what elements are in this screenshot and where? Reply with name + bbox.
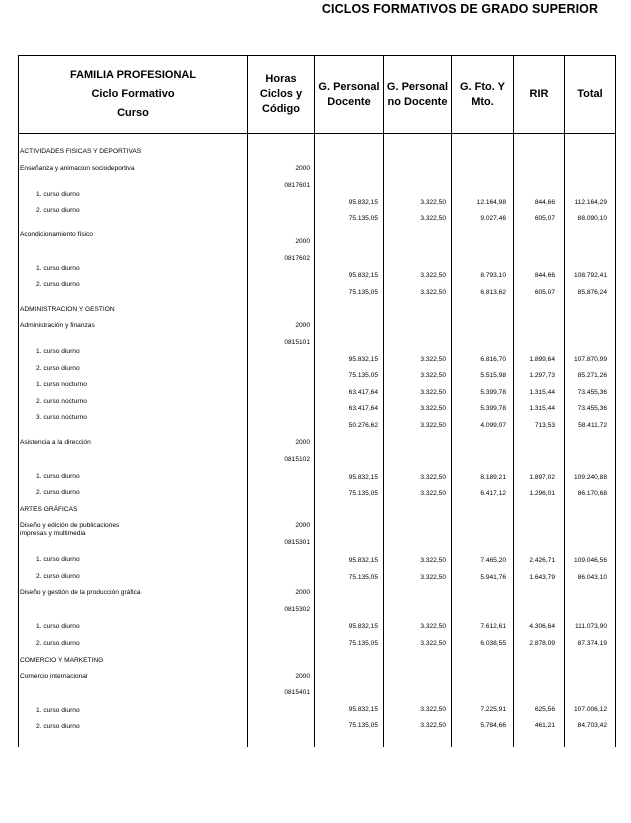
rir-value: 625,56 bbox=[534, 706, 555, 713]
rir-value: 2.878,09 bbox=[529, 640, 555, 647]
total-value: 85.271,26 bbox=[577, 372, 607, 379]
total-value: 88.090,10 bbox=[577, 215, 607, 222]
ciclo-hours: 2000 bbox=[295, 322, 310, 329]
gp-no-docente-value: 3.322,50 bbox=[420, 422, 446, 429]
ciclo-code: 0815302 bbox=[284, 606, 310, 613]
ciclo-hours: 2000 bbox=[295, 522, 310, 529]
ciclo-label: impresas y multimedia bbox=[20, 530, 86, 537]
gfto-value: 6.813,62 bbox=[480, 289, 506, 296]
gp-no-docente-value: 3.322,50 bbox=[420, 272, 446, 279]
header-gp-no-docente bbox=[384, 56, 452, 134]
total-value: 109.240,88 bbox=[573, 474, 607, 481]
gp-no-docente-value: 3.322,50 bbox=[420, 356, 446, 363]
header-horas-line3: Código bbox=[262, 103, 300, 115]
gfto-value: 4.099,07 bbox=[480, 422, 506, 429]
ciclo-code: 0815401 bbox=[284, 689, 310, 696]
gp-no-docente-value: 3.322,50 bbox=[420, 215, 446, 222]
gfto-value: 5.399,78 bbox=[480, 405, 506, 412]
curso-label: 1. curso diurno bbox=[36, 707, 80, 714]
curso-label: 1. curso diurno bbox=[36, 265, 80, 272]
header-curso-label: Curso bbox=[117, 107, 149, 119]
header-gp-docente bbox=[315, 56, 384, 134]
curso-label: 2. curso diurno bbox=[36, 573, 80, 580]
gp-docente-value: 63.417,64 bbox=[348, 405, 378, 412]
rir-value: 1.297,73 bbox=[529, 372, 555, 379]
header-familia bbox=[19, 56, 248, 134]
rir-value: 844,66 bbox=[534, 199, 555, 206]
curso-label: 1. curso diurno bbox=[36, 348, 80, 355]
rir-value: 1.315,44 bbox=[529, 389, 555, 396]
rir-value: 1.315,44 bbox=[529, 405, 555, 412]
gfto-value: 6.417,12 bbox=[480, 490, 506, 497]
gp-docente-value: 95.832,15 bbox=[348, 272, 378, 279]
total-value: 109.046,56 bbox=[573, 557, 607, 564]
gp-docente-value: 63.417,64 bbox=[348, 389, 378, 396]
gp-docente-value: 75.135,05 bbox=[348, 640, 378, 647]
gp-no-docente-value: 3.322,50 bbox=[420, 289, 446, 296]
gp-docente-value: 75.135,05 bbox=[348, 372, 378, 379]
gp-docente-value: 75.135,05 bbox=[348, 722, 378, 729]
gp-docente-value: 75.135,05 bbox=[348, 574, 378, 581]
header-ciclo-label: Ciclo Formativo bbox=[91, 88, 175, 100]
gfto-value: 7.225,91 bbox=[480, 706, 506, 713]
total-value: 86.170,68 bbox=[577, 490, 607, 497]
ciclo-code: 0817601 bbox=[284, 182, 310, 189]
gp-docente-value: 95.832,15 bbox=[348, 623, 378, 630]
total-value: 112.164,29 bbox=[574, 199, 607, 206]
table-body bbox=[19, 134, 616, 748]
gp-docente-value: 95.832,15 bbox=[348, 474, 378, 481]
rir-value: 461,21 bbox=[534, 722, 555, 729]
curso-label: 2. curso diurno bbox=[36, 640, 80, 647]
rir-value: 4.306,64 bbox=[529, 623, 555, 630]
gfto-value: 5.399,78 bbox=[480, 389, 506, 396]
gp-no-docente-value: 3.322,50 bbox=[420, 199, 446, 206]
ciclo-label: Asistencia a la dirección bbox=[20, 439, 91, 446]
header-total-label: Total bbox=[577, 88, 603, 100]
curso-label: 3. curso nocturno bbox=[36, 414, 87, 421]
rir-value: 1.899,64 bbox=[529, 356, 555, 363]
gp-docente-value: 75.135,05 bbox=[348, 289, 378, 296]
rir-value: 844,66 bbox=[534, 272, 555, 279]
gp-docente-value: 95.832,15 bbox=[348, 199, 378, 206]
curso-label: 2. curso diurno bbox=[36, 365, 80, 372]
ciclo-hours: 2000 bbox=[295, 589, 310, 596]
curso-label: 1. curso diurno bbox=[36, 191, 80, 198]
header-total bbox=[565, 56, 616, 134]
gp-no-docente-value: 3.322,50 bbox=[420, 640, 446, 647]
rir-value: 605,07 bbox=[534, 215, 555, 222]
curso-label: 1. curso diurno bbox=[36, 556, 80, 563]
ciclo-hours: 2000 bbox=[295, 673, 310, 680]
header-gfto-line1: G. Fto. Y bbox=[459, 80, 506, 93]
header-gp-docente-line2: Docente bbox=[327, 95, 371, 108]
gfto-value: 9.027,46 bbox=[480, 215, 506, 222]
ciclo-hours: 2000 bbox=[295, 165, 310, 172]
curso-label: 2. curso diurno bbox=[36, 723, 80, 730]
rir-value: 1.897,02 bbox=[529, 474, 555, 481]
gp-no-docente-value: 3.322,50 bbox=[420, 474, 446, 481]
gfto-value: 5.784,66 bbox=[480, 722, 506, 729]
gfto-value: 8.793,10 bbox=[480, 272, 506, 279]
ciclo-label: Comercio internacional bbox=[20, 673, 88, 680]
category-label: ACTIVIDADES FISICAS Y DEPORTIVAS bbox=[20, 148, 142, 155]
curso-label: 1. curso diurno bbox=[36, 473, 80, 480]
ciclo-label: Acondicionamiento físico bbox=[20, 231, 93, 238]
header-rir-label: RIR bbox=[529, 88, 549, 100]
ciclo-hours: 2000 bbox=[295, 439, 310, 446]
rir-value: 2.426,71 bbox=[529, 557, 555, 564]
header-gp-docente-line1: G. Personal bbox=[318, 80, 380, 93]
rir-value: 1.643,79 bbox=[529, 574, 555, 581]
total-value: 86.043,10 bbox=[577, 574, 607, 581]
header-horas-line2: Ciclos y bbox=[259, 88, 303, 100]
gfto-value: 6.816,70 bbox=[480, 356, 506, 363]
gp-no-docente-value: 3.322,50 bbox=[420, 372, 446, 379]
rir-value: 605,07 bbox=[534, 289, 555, 296]
ciclo-label: Administración y finanzas bbox=[20, 322, 95, 329]
header-gfto bbox=[452, 56, 514, 134]
gp-no-docente-value: 3.322,50 bbox=[420, 405, 446, 412]
header-horas-line1: Horas bbox=[265, 73, 297, 85]
curso-label: 2. curso nocturno bbox=[36, 398, 87, 405]
ciclo-hours: 2000 bbox=[295, 238, 310, 245]
gp-docente-value: 75.135,05 bbox=[348, 490, 378, 497]
header-familia-label: FAMILIA PROFESIONAL bbox=[69, 69, 197, 81]
total-value: 108.792,41 bbox=[573, 272, 607, 279]
gfto-value: 7.612,61 bbox=[480, 623, 506, 630]
ciclo-label: Diseño y gestión de la producción gráfica bbox=[20, 589, 141, 596]
gp-docente-value: 50.276,62 bbox=[348, 422, 378, 429]
gp-no-docente-value: 3.322,50 bbox=[420, 490, 446, 497]
gfto-value: 6.038,55 bbox=[480, 640, 506, 647]
gp-no-docente-value: 3.322,50 bbox=[420, 623, 446, 630]
header-gp-no-docente-line2: no Docente bbox=[387, 95, 448, 108]
header-gp-no-docente-line1: G. Personal bbox=[386, 80, 449, 93]
gfto-value: 12.164,98 bbox=[476, 199, 506, 206]
gfto-value: 5.515,98 bbox=[480, 372, 506, 379]
total-value: 73.455,36 bbox=[577, 389, 607, 396]
rir-value: 1.296,01 bbox=[529, 490, 555, 497]
gfto-value: 7.465,20 bbox=[480, 557, 506, 564]
header-row bbox=[19, 56, 616, 134]
category-label: ADMINISTRACION Y GESTION bbox=[20, 306, 115, 313]
ciclo-code: 0815102 bbox=[284, 456, 310, 463]
curso-label: 2. curso diurno bbox=[36, 281, 80, 288]
total-value: 111.073,90 bbox=[574, 623, 607, 630]
gp-docente-value: 95.832,15 bbox=[348, 706, 378, 713]
gp-no-docente-value: 3.322,50 bbox=[420, 557, 446, 564]
total-value: 107.006,12 bbox=[573, 706, 607, 713]
gp-docente-value: 95.832,15 bbox=[348, 356, 378, 363]
ciclo-label: Diseño y edición de publicaciones bbox=[20, 522, 120, 529]
rir-value: 713,53 bbox=[534, 422, 555, 429]
total-value: 73.455,36 bbox=[577, 405, 607, 412]
gfto-value: 8.189,21 bbox=[480, 474, 506, 481]
curso-label: 2. curso diurno bbox=[36, 207, 80, 214]
gfto-value: 5.941,76 bbox=[480, 574, 506, 581]
header-gfto-line2: Mto. bbox=[471, 95, 494, 108]
header-horas bbox=[248, 56, 315, 134]
gp-no-docente-value: 3.322,50 bbox=[420, 574, 446, 581]
ciclo-code: 0817602 bbox=[284, 255, 310, 262]
category-label: ARTES GRÁFICAS bbox=[20, 506, 78, 513]
ciclo-code: 0815301 bbox=[284, 539, 310, 546]
gp-no-docente-value: 3.322,50 bbox=[420, 722, 446, 729]
total-value: 85.876,24 bbox=[577, 289, 607, 296]
total-value: 84.703,42 bbox=[577, 722, 607, 729]
header-rir bbox=[514, 56, 565, 134]
total-value: 87.374,19 bbox=[577, 640, 607, 647]
total-value: 107.870,99 bbox=[573, 356, 607, 363]
gp-no-docente-value: 3.322,50 bbox=[420, 389, 446, 396]
curso-label: 2. curso diurno bbox=[36, 489, 80, 496]
gp-docente-value: 95.832,15 bbox=[348, 557, 378, 564]
gp-no-docente-value: 3.322,50 bbox=[420, 706, 446, 713]
ciclo-code: 0815101 bbox=[284, 339, 310, 346]
category-label: COMERCIO Y MARKETING bbox=[20, 657, 104, 664]
page-title: CICLOS FORMATIVOS DE GRADO SUPERIOR bbox=[321, 2, 599, 16]
ciclo-label: Enseñanza y animacion sociodeportiva bbox=[20, 165, 135, 172]
curso-label: 1. curso nocturno bbox=[36, 381, 87, 388]
total-value: 58.411,72 bbox=[578, 422, 607, 429]
gp-docente-value: 75.135,05 bbox=[348, 215, 378, 222]
curso-label: 1. curso diurno bbox=[36, 623, 80, 630]
